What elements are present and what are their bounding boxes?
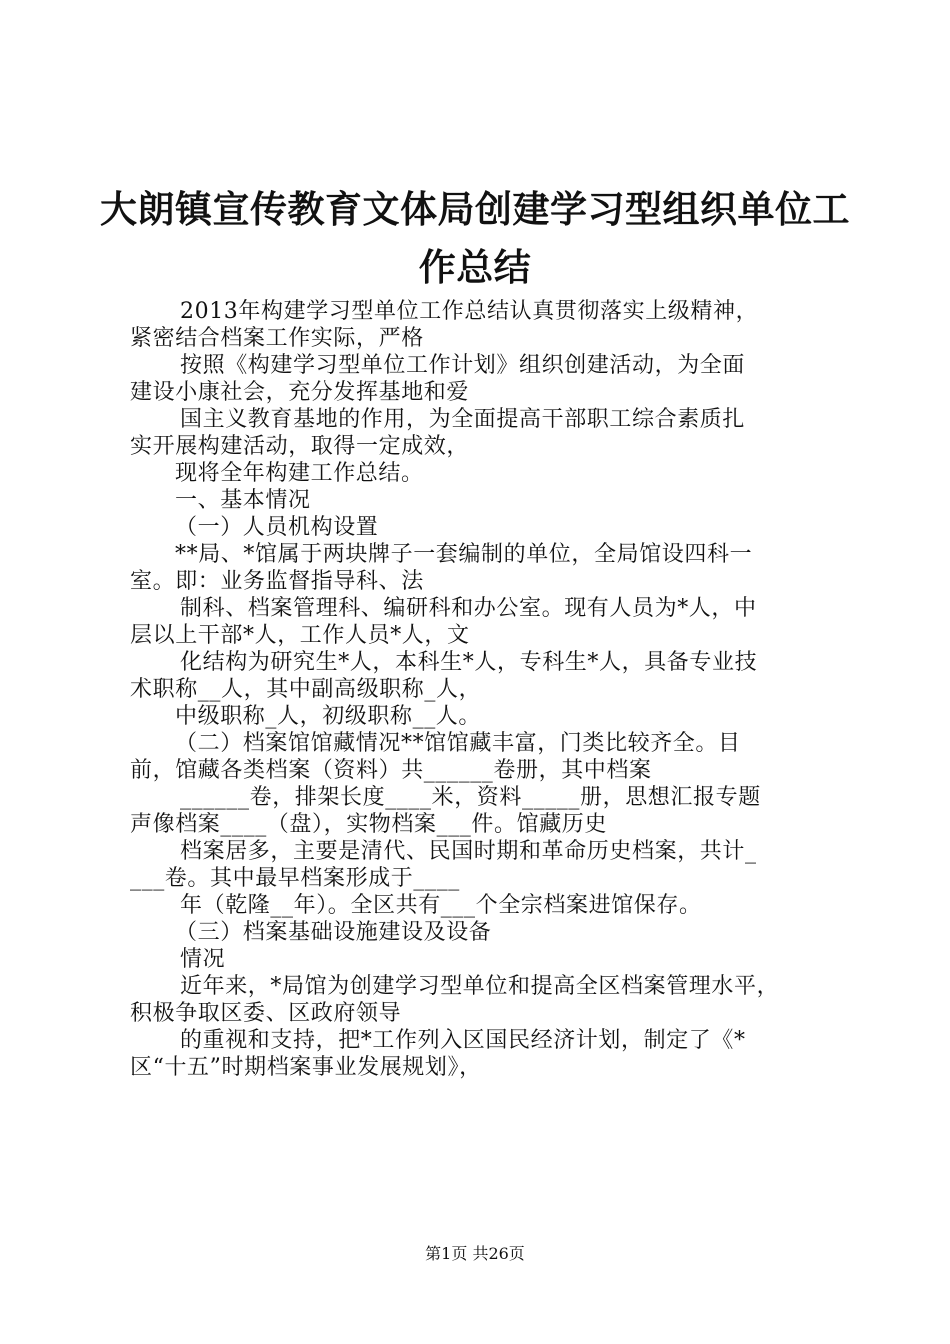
paragraph-line: 层以上干部*人，工作人员*人，文 [130,623,470,648]
paragraph-line: ______卷，排架长度____米，资料_____册，思想汇报专题 [180,785,761,810]
paragraph-line: 术职称__人，其中副高级职称_人， [130,677,482,702]
subsection-heading: （二）档案馆馆藏情况**馆馆藏丰富，门类比较齐全。目 [175,731,741,756]
page-number-footer: 第1页 共26页 [425,1244,525,1263]
paragraph-line: 制科、档案管理科、编研科和办公室。现有人员为*人，中 [180,596,757,621]
section-heading: 一、基本情况 [175,488,311,513]
subsection-heading: （三）档案基础设施建设及设备 [175,920,492,945]
paragraph-line: 区“十五”时期档案事业发展规划》， [130,1055,482,1080]
paragraph-line: 紧密结合档案工作实际，严格 [130,326,424,351]
paragraph-line: 实开展构建活动，取得一定成效， [130,434,470,459]
paragraph-line: 前，馆藏各类档案（资料）共______卷册，其中档案 [130,758,652,783]
paragraph-line: 的重视和支持，把*工作列入区国民经济计划，制定了《* [180,1028,746,1053]
paragraph-line: 档案居多，主要是清代、民国时期和革命历史档案，共计_ [180,839,757,864]
paragraph-line: 化结构为研究生*人，本科生*人，专科生*人，具备专业技 [180,650,758,675]
paragraph-line: 中级职称_人，初级职称__人。 [175,704,482,729]
paragraph-line: 国主义教育基地的作用，为全面提高干部职工综合素质扎 [180,407,746,432]
paragraph-line: 建设小康社会，充分发挥基地和爱 [130,380,470,405]
paragraph-line: ___卷。其中最早档案形成于____ [130,866,460,891]
paragraph-line: 2013年构建学习型单位工作总结认真贯彻落实上级精神， [180,299,759,324]
paragraph-line: 室。即：业务监督指导科、法 [130,569,424,594]
paragraph-line: 按照《构建学习型单位工作计划》组织创建活动，为全面 [180,353,746,378]
document-title-line-2: 作总结 [418,246,532,289]
paragraph-line: 声像档案____（盘），实物档案___件。馆藏历史 [130,812,608,837]
paragraph-line: 年（乾隆__年）。全区共有___个全宗档案进馆保存。 [180,893,702,918]
paragraph-line: 情况 [180,947,226,972]
paragraph-line: 积极争取区委、区政府领导 [130,1001,402,1026]
paragraph-line: 现将全年构建工作总结。 [175,461,424,486]
document-title-line-1: 大朗镇宣传教育文体局创建学习型组织单位工 [100,188,850,231]
document-body [130,298,835,1081]
paragraph-line: **局、*馆属于两块牌子一套编制的单位，全局馆设四科一 [175,542,753,567]
paragraph-line: 近年来，*局馆为创建学习型单位和提高全区档案管理水平， [180,974,780,999]
subsection-heading: （一）人员机构设置 [175,515,379,540]
